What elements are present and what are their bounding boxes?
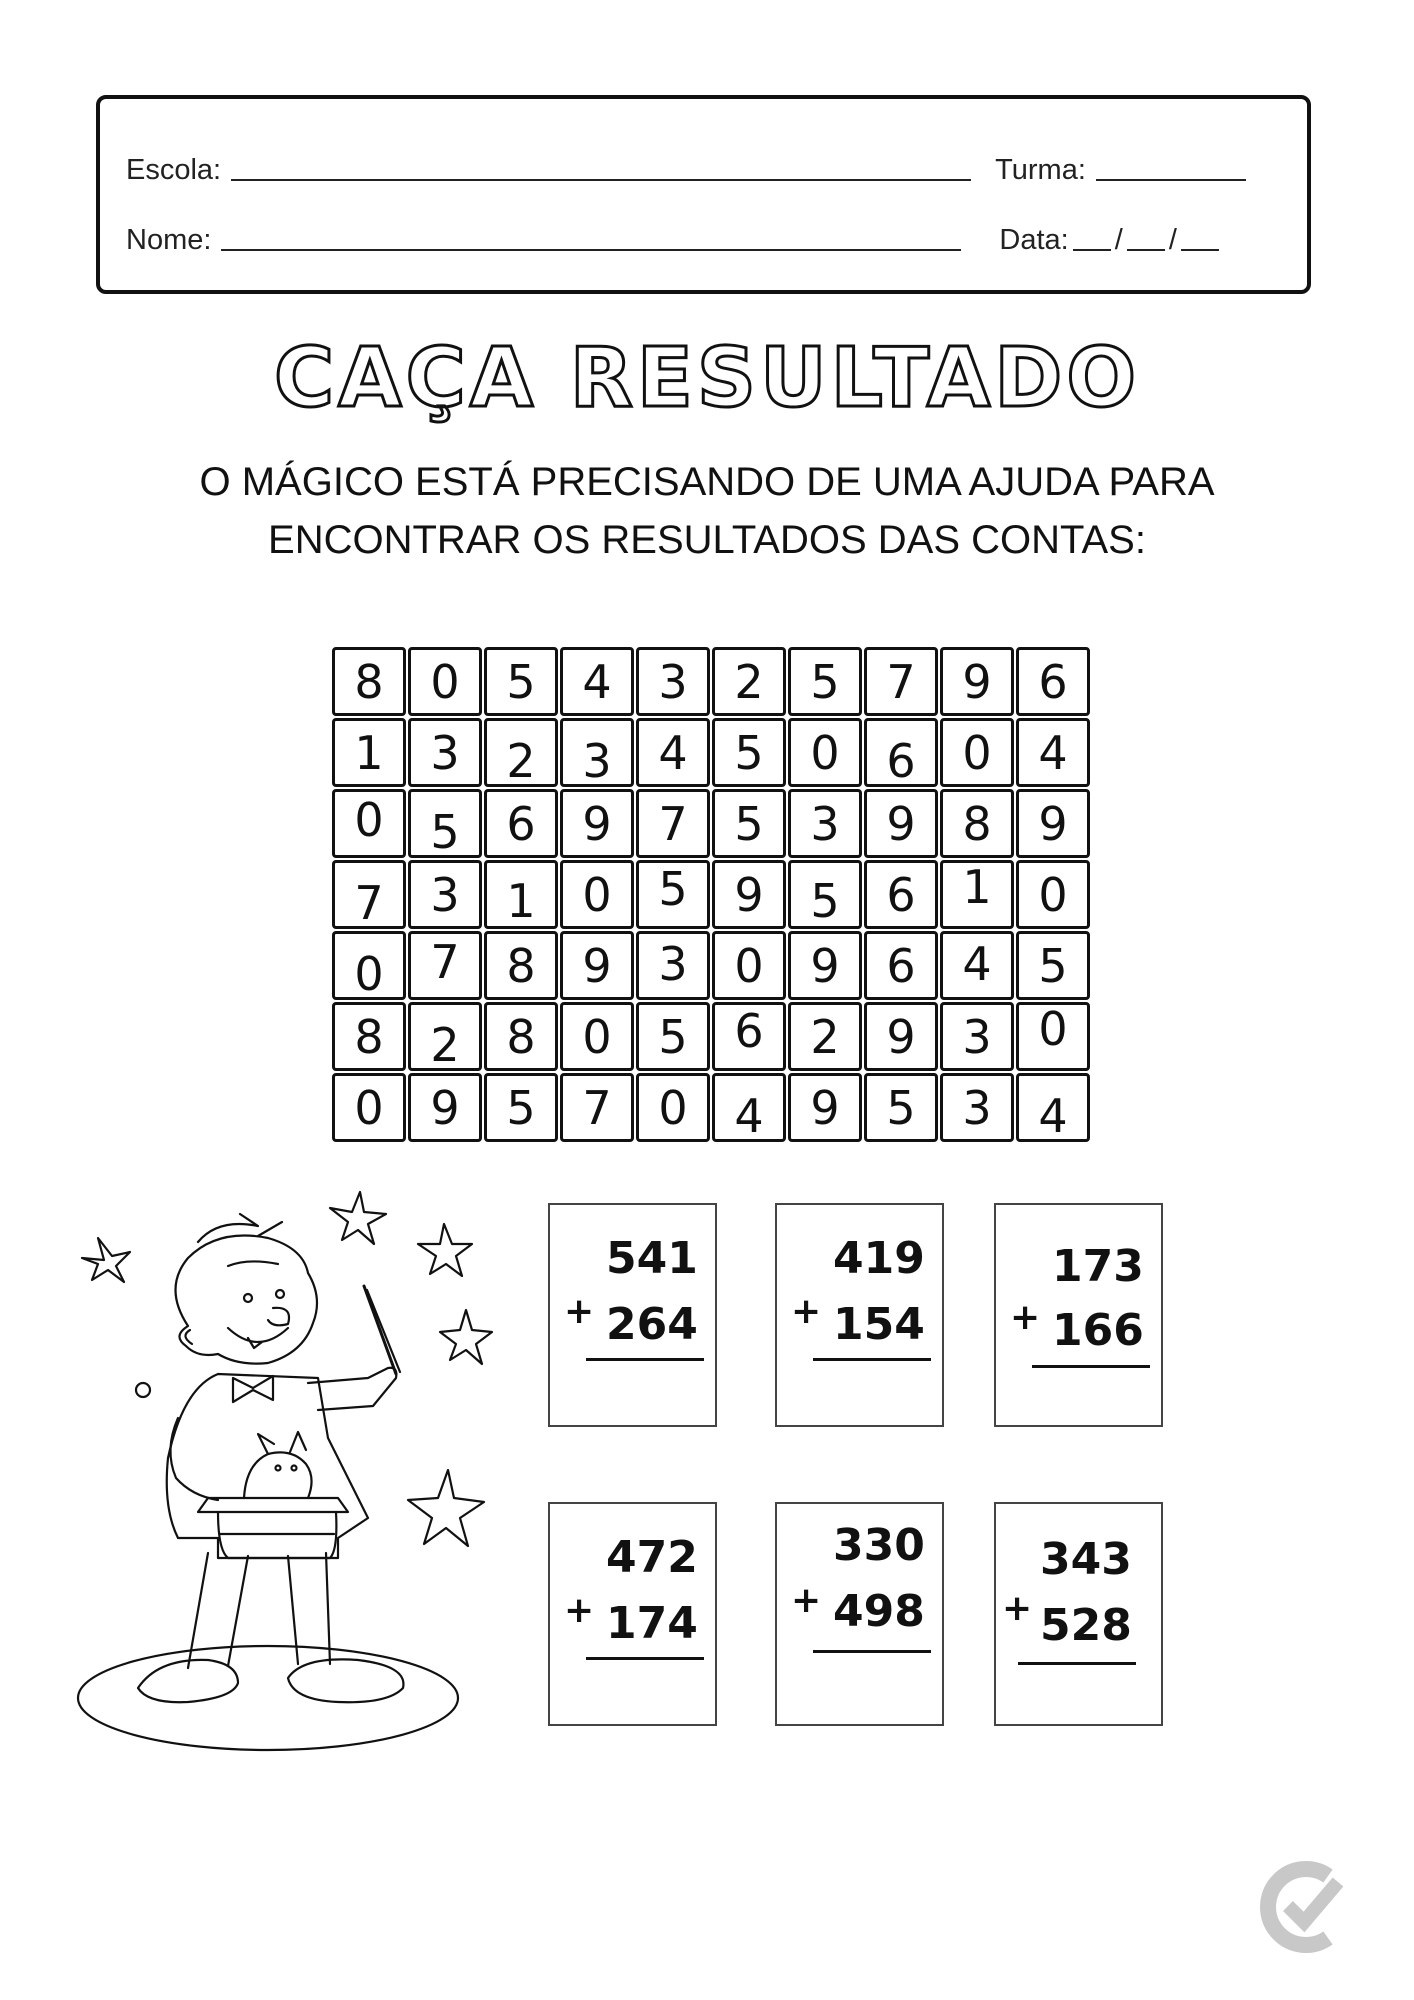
- grid-cell[interactable]: [788, 789, 862, 858]
- grid-cell[interactable]: [484, 1002, 558, 1071]
- grid-cell[interactable]: [332, 931, 406, 1000]
- grid-cell[interactable]: [864, 718, 938, 787]
- grid-cell[interactable]: [864, 1002, 938, 1071]
- grid-cell[interactable]: [484, 1073, 558, 1142]
- grid-digit: 7: [430, 934, 460, 989]
- grid-digit: 0: [354, 946, 384, 1001]
- grid-digit: 4: [734, 1088, 764, 1143]
- grid-digit: 6: [734, 1003, 764, 1058]
- number-search-grid: [332, 647, 1090, 1142]
- addend-top: 330: [833, 1520, 925, 1571]
- grid-cell[interactable]: [788, 860, 862, 929]
- answer-line[interactable]: [586, 1657, 704, 1660]
- addend-top: 173: [1052, 1241, 1144, 1292]
- answer-line[interactable]: [1018, 1662, 1136, 1665]
- answer-line[interactable]: [813, 1650, 931, 1653]
- sum-card: [994, 1203, 1163, 1427]
- grid-cell[interactable]: [484, 931, 558, 1000]
- grid-digit: 3: [430, 867, 460, 922]
- grid-digit: 5: [734, 796, 764, 851]
- grid-digit: 3: [810, 796, 840, 851]
- answer-line[interactable]: [586, 1358, 704, 1361]
- grid-cell[interactable]: [712, 718, 786, 787]
- grid-cell[interactable]: [332, 1073, 406, 1142]
- sum-card: [994, 1502, 1163, 1726]
- instruction-line-1: O MÁGICO ESTÁ PRECISANDO DE UMA AJUDA PARA: [199, 460, 1215, 504]
- grid-cell[interactable]: [484, 789, 558, 858]
- grid-cell[interactable]: [712, 931, 786, 1000]
- grid-cell[interactable]: [484, 647, 558, 716]
- date-separator: /: [1114, 224, 1123, 256]
- grid-cell[interactable]: [332, 860, 406, 929]
- grid-digit: 3: [962, 1009, 992, 1064]
- grid-digit: 2: [430, 1017, 460, 1072]
- grid-cell[interactable]: [864, 931, 938, 1000]
- grid-cell[interactable]: [636, 1073, 710, 1142]
- grid-digit: 0: [962, 725, 992, 780]
- grid-cell[interactable]: [332, 1002, 406, 1071]
- plus-sign: +: [1002, 1588, 1033, 1629]
- plus-sign: +: [564, 1590, 595, 1631]
- student-info-box: [96, 95, 1311, 294]
- grid-digit: 3: [582, 733, 612, 788]
- plus-sign: +: [791, 1580, 822, 1621]
- class-label: Turma:: [995, 154, 1086, 186]
- grid-digit: 5: [886, 1080, 916, 1135]
- addend-top: 419: [833, 1233, 925, 1284]
- grid-digit: 0: [658, 1080, 688, 1135]
- grid-digit: 3: [962, 1080, 992, 1135]
- grid-cell[interactable]: [712, 860, 786, 929]
- grid-cell[interactable]: [408, 718, 482, 787]
- plus-sign: +: [564, 1291, 595, 1332]
- grid-cell[interactable]: [864, 647, 938, 716]
- grid-digit: 2: [810, 1009, 840, 1064]
- grid-digit: 6: [886, 938, 916, 993]
- grid-digit: 8: [506, 938, 536, 993]
- grid-cell[interactable]: [788, 1002, 862, 1071]
- grid-cell[interactable]: [408, 931, 482, 1000]
- grid-digit: 0: [354, 792, 384, 847]
- name-field[interactable]: [221, 248, 961, 251]
- grid-cell[interactable]: [1016, 789, 1090, 858]
- grid-digit: 3: [658, 654, 688, 709]
- grid-digit: 4: [1038, 725, 1068, 780]
- grid-cell[interactable]: [636, 1002, 710, 1071]
- grid-cell[interactable]: [636, 860, 710, 929]
- grid-digit: 0: [1038, 867, 1068, 922]
- grid-digit: 6: [506, 796, 536, 851]
- magician-illustration: [68, 1178, 508, 1758]
- addend-top: 343: [1040, 1534, 1132, 1585]
- grid-cell[interactable]: [560, 931, 634, 1000]
- grid-cell[interactable]: [636, 718, 710, 787]
- answer-line[interactable]: [1032, 1365, 1150, 1368]
- plus-sign: +: [791, 1291, 822, 1332]
- grid-digit: 0: [582, 1009, 612, 1064]
- grid-digit: 3: [658, 936, 688, 991]
- name-label: Nome:: [126, 224, 212, 256]
- sum-card: [775, 1203, 944, 1427]
- grid-cell[interactable]: [940, 1002, 1014, 1071]
- grid-digit: 9: [582, 938, 612, 993]
- addend-bottom: 264: [606, 1299, 698, 1350]
- addend-top: 541: [606, 1233, 698, 1284]
- date-month-field[interactable]: [1127, 248, 1165, 251]
- grid-digit: 9: [886, 796, 916, 851]
- grid-cell[interactable]: [636, 789, 710, 858]
- grid-cell[interactable]: [332, 718, 406, 787]
- grid-cell[interactable]: [1016, 647, 1090, 716]
- grid-cell[interactable]: [940, 860, 1014, 929]
- grid-cell[interactable]: [484, 860, 558, 929]
- grid-cell[interactable]: [408, 1073, 482, 1142]
- date-year-field[interactable]: [1181, 248, 1219, 251]
- grid-cell[interactable]: [560, 647, 634, 716]
- grid-digit: 1: [962, 859, 992, 914]
- grid-cell[interactable]: [788, 647, 862, 716]
- grid-cell[interactable]: [940, 931, 1014, 1000]
- addend-bottom: 528: [1040, 1600, 1132, 1651]
- grid-digit: 6: [886, 867, 916, 922]
- class-field[interactable]: [1096, 178, 1246, 181]
- grid-digit: 9: [1038, 796, 1068, 851]
- grid-digit: 5: [658, 861, 688, 916]
- grid-digit: 5: [1038, 938, 1068, 993]
- grid-cell[interactable]: [636, 931, 710, 1000]
- grid-cell[interactable]: [408, 860, 482, 929]
- grid-digit: 4: [962, 936, 992, 991]
- grid-digit: 2: [506, 733, 536, 788]
- grid-digit: 9: [810, 938, 840, 993]
- grid-cell[interactable]: [636, 647, 710, 716]
- grid-digit: 7: [658, 796, 688, 851]
- grid-digit: 9: [734, 867, 764, 922]
- grid-digit: 0: [430, 654, 460, 709]
- addend-bottom: 154: [833, 1299, 925, 1350]
- grid-cell[interactable]: [1016, 718, 1090, 787]
- grid-digit: 7: [886, 654, 916, 709]
- addend-top: 472: [606, 1532, 698, 1583]
- grid-digit: 0: [582, 867, 612, 922]
- grid-cell[interactable]: [712, 789, 786, 858]
- addend-bottom: 166: [1052, 1305, 1144, 1356]
- grid-digit: 8: [506, 1009, 536, 1064]
- grid-cell[interactable]: [712, 647, 786, 716]
- grid-cell[interactable]: [940, 789, 1014, 858]
- addend-bottom: 498: [833, 1586, 925, 1637]
- grid-digit: 5: [810, 873, 840, 928]
- date-label: Data:: [999, 224, 1069, 256]
- school-row: [126, 147, 1281, 187]
- grid-cell[interactable]: [864, 860, 938, 929]
- grid-cell[interactable]: [332, 647, 406, 716]
- grid-cell[interactable]: [788, 718, 862, 787]
- grid-cell[interactable]: [864, 789, 938, 858]
- page-title: CAÇA RESULTADO: [273, 331, 1141, 426]
- grid-digit: 8: [354, 654, 384, 709]
- grid-digit: 9: [582, 796, 612, 851]
- grid-digit: 5: [734, 725, 764, 780]
- addend-bottom: 174: [606, 1598, 698, 1649]
- grid-cell[interactable]: [484, 718, 558, 787]
- grid-cell[interactable]: [940, 1073, 1014, 1142]
- grid-digit: 1: [506, 873, 536, 928]
- grid-digit: 9: [430, 1080, 460, 1135]
- check-circle-logo-icon: [1258, 1852, 1350, 1962]
- sum-card: [548, 1203, 717, 1427]
- grid-digit: 0: [734, 938, 764, 993]
- grid-cell[interactable]: [408, 1002, 482, 1071]
- grid-cell[interactable]: [788, 1073, 862, 1142]
- grid-cell[interactable]: [940, 647, 1014, 716]
- grid-cell[interactable]: [560, 718, 634, 787]
- grid-digit: 7: [354, 875, 384, 930]
- stage-ellipse: [78, 1646, 458, 1750]
- grid-cell[interactable]: [560, 1002, 634, 1071]
- grid-digit: 0: [810, 725, 840, 780]
- grid-digit: 1: [354, 725, 384, 780]
- grid-cell[interactable]: [788, 931, 862, 1000]
- grid-digit: 5: [658, 1009, 688, 1064]
- grid-digit: 8: [962, 796, 992, 851]
- grid-digit: 0: [1038, 1001, 1068, 1056]
- grid-cell[interactable]: [332, 789, 406, 858]
- grid-cell[interactable]: [1016, 860, 1090, 929]
- grid-digit: 9: [810, 1080, 840, 1135]
- grid-cell[interactable]: [712, 1073, 786, 1142]
- sum-card: [775, 1502, 944, 1726]
- name-row: [126, 217, 1281, 257]
- grid-digit: 7: [582, 1080, 612, 1135]
- grid-digit: 6: [886, 733, 916, 788]
- grid-digit: 8: [354, 1009, 384, 1064]
- grid-digit: 0: [354, 1080, 384, 1135]
- school-field[interactable]: [231, 178, 971, 181]
- grid-digit: 9: [886, 1009, 916, 1064]
- grid-cell[interactable]: [712, 1002, 786, 1071]
- grid-digit: 4: [582, 654, 612, 709]
- answer-line[interactable]: [813, 1358, 931, 1361]
- grid-digit: 5: [506, 1080, 536, 1135]
- instruction-line-2: ENCONTRAR OS RESULTADOS DAS CONTAS:: [268, 518, 1146, 562]
- grid-cell[interactable]: [560, 789, 634, 858]
- grid-digit: 2: [734, 654, 764, 709]
- grid-digit: 6: [1038, 654, 1068, 709]
- grid-cell[interactable]: [560, 860, 634, 929]
- grid-cell[interactable]: [864, 1073, 938, 1142]
- school-label: Escola:: [126, 154, 222, 186]
- grid-digit: 9: [962, 654, 992, 709]
- grid-cell[interactable]: [560, 1073, 634, 1142]
- grid-digit: 4: [658, 725, 688, 780]
- grid-cell[interactable]: [408, 647, 482, 716]
- grid-digit: 5: [506, 654, 536, 709]
- grid-cell[interactable]: [1016, 1073, 1090, 1142]
- date-separator: /: [1168, 224, 1177, 256]
- sum-card: [548, 1502, 717, 1726]
- grid-cell[interactable]: [940, 718, 1014, 787]
- grid-cell[interactable]: [1016, 1002, 1090, 1071]
- grid-digit: 4: [1038, 1088, 1068, 1143]
- plus-sign: +: [1010, 1297, 1041, 1338]
- grid-digit: 5: [810, 654, 840, 709]
- date-day-field[interactable]: [1073, 248, 1111, 251]
- grid-cell[interactable]: [408, 789, 482, 858]
- grid-cell[interactable]: [1016, 931, 1090, 1000]
- grid-digit: 5: [430, 804, 460, 859]
- grid-digit: 3: [430, 725, 460, 780]
